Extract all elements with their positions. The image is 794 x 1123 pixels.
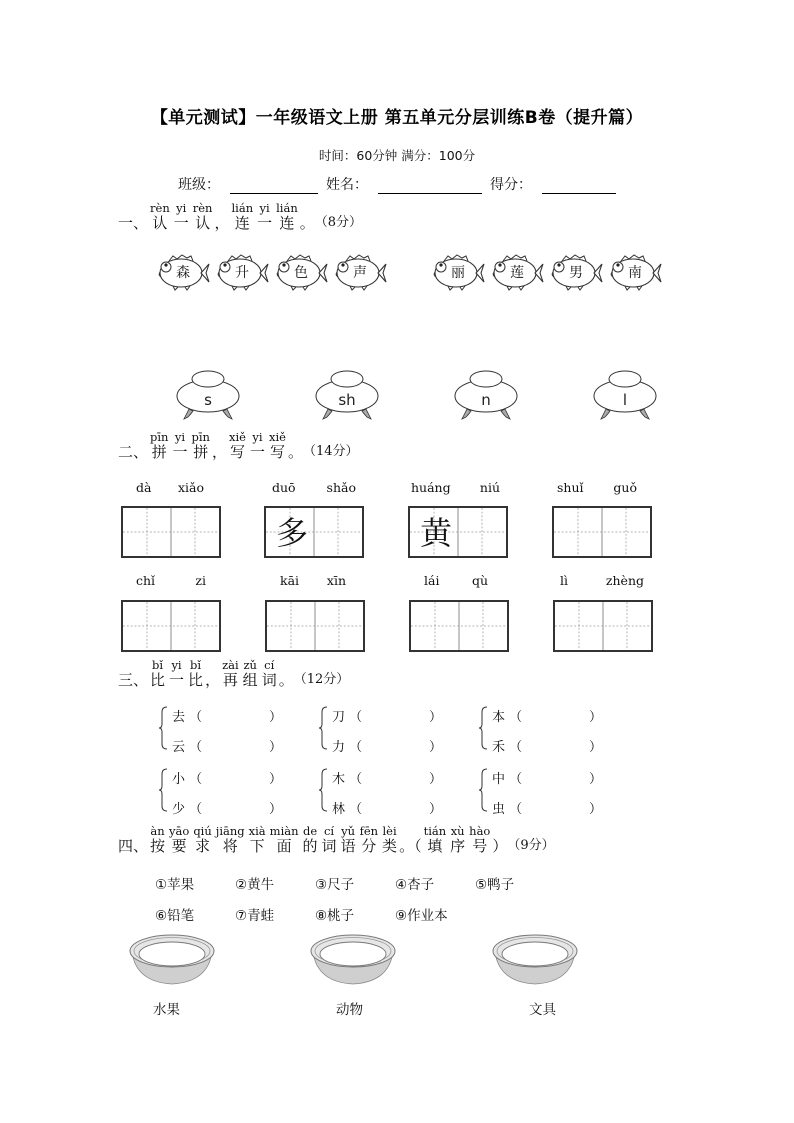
writing-grid[interactable]: 多	[264, 506, 364, 558]
name-field[interactable]	[378, 177, 482, 194]
answer-blank[interactable]: ）	[588, 740, 602, 755]
bowl-icon	[309, 932, 397, 986]
pinyin-label: lì zhèng	[560, 573, 644, 588]
fish-card[interactable]: 升	[214, 252, 270, 292]
compare-group: 中 （ ） 虫 （ ）	[478, 766, 598, 818]
word-item: ②黄牛	[235, 877, 275, 893]
answer-blank[interactable]: ）	[268, 772, 282, 787]
pot-card[interactable]: s	[175, 369, 241, 421]
writing-grid[interactable]	[552, 506, 652, 558]
answer-blank[interactable]: ）	[428, 772, 442, 787]
writing-grid[interactable]	[265, 600, 365, 652]
answer-blank[interactable]: ）	[428, 710, 442, 725]
writing-grid[interactable]: 黄	[408, 506, 508, 558]
pinyin-label: dà xiǎo	[136, 480, 204, 495]
bowl-stationery[interactable]	[491, 932, 579, 990]
writing-grid[interactable]	[409, 600, 509, 652]
pot-card[interactable]: sh	[314, 369, 380, 421]
bowl-label: 水果	[153, 1002, 180, 1018]
grid-lines	[555, 602, 651, 650]
brace-icon	[158, 768, 168, 812]
compare-group: 去 （ ） 云 （ ）	[158, 704, 278, 756]
answer-blank[interactable]: ）	[268, 710, 282, 725]
q4-number: 四、	[118, 837, 149, 855]
compare-group: 木 （ ） 林 （ ）	[318, 766, 438, 818]
word-item: ⑧桃子	[315, 908, 355, 924]
brace-icon	[318, 768, 328, 812]
bowl-icon	[128, 932, 216, 986]
exam-time-info: 时间：60分钟 满分：100分	[318, 148, 476, 163]
q1-heading: 一、 rèn 认 yi 一 rèn 认 ， lián 连 yi 一 lián 连 。 （8分）	[118, 201, 363, 232]
fish-card[interactable]: 丽	[430, 252, 486, 292]
q2-score: （14分）	[302, 444, 359, 459]
grid-lines	[554, 508, 650, 556]
word-item: ④杏子	[395, 877, 435, 893]
score-label: 得分：	[490, 177, 532, 193]
writing-grid[interactable]	[121, 506, 221, 558]
fish-card[interactable]: 声	[332, 252, 388, 292]
fish-card[interactable]: 森	[155, 252, 211, 292]
grid-lines	[411, 602, 507, 650]
answer-blank[interactable]: ）	[268, 740, 282, 755]
q3-score: （12分）	[293, 672, 350, 687]
q3-heading: 三、 bǐ 比 yi 一 bǐ 比 ， zài 再 zǔ 组 cí 词 。 （12分）	[118, 658, 350, 689]
word-item: ①苹果	[155, 877, 195, 893]
fish-card[interactable]: 南	[607, 252, 663, 292]
brace-icon	[478, 706, 488, 750]
page-title: 【单元测试】一年级语文上册 第五单元分层训练B卷（提升篇）	[150, 108, 644, 128]
word-item: ③尺子	[315, 877, 355, 893]
pinyin-label: lái qù	[424, 573, 488, 588]
q2-number: 二、	[118, 443, 149, 461]
pinyin-label: duō shǎo	[272, 480, 356, 495]
bowl-fruit[interactable]	[128, 932, 216, 990]
compare-group: 小 （ ） 少 （ ）	[158, 766, 278, 818]
class-field[interactable]	[230, 177, 318, 194]
student-info-row	[178, 174, 624, 194]
q1-score: （8分）	[314, 215, 363, 230]
pinyin-label: chǐ zi	[136, 573, 206, 588]
grid-lines	[123, 508, 219, 556]
bowl-icon	[491, 932, 579, 986]
word-item: ⑤鸭子	[475, 877, 515, 893]
grid-lines	[123, 602, 219, 650]
compare-group: 本 （ ） 禾 （ ）	[478, 704, 598, 756]
bowl-label: 文具	[529, 1002, 556, 1018]
word-item: ⑦青蛙	[235, 908, 275, 924]
class-label: 班级：	[178, 177, 220, 193]
fish-card[interactable]: 男	[548, 252, 604, 292]
fish-card[interactable]: 莲	[489, 252, 545, 292]
brace-icon	[478, 768, 488, 812]
answer-blank[interactable]: ）	[268, 802, 282, 817]
answer-blank[interactable]: ）	[588, 710, 602, 725]
bowl-animal[interactable]	[309, 932, 397, 990]
q2-heading: 二、 pīn 拼 yi 一 pīn 拼 ， xiě 写 yi 一 xiě 写 。 （14分）	[118, 430, 359, 461]
answer-blank[interactable]: ）	[428, 740, 442, 755]
pot-card[interactable]: n	[453, 369, 519, 421]
q3-number: 三、	[118, 671, 149, 689]
pinyin-label: shuǐ guǒ	[557, 480, 637, 495]
answer-blank[interactable]: ）	[588, 772, 602, 787]
pinyin-label: kāi xīn	[280, 573, 346, 588]
q4-score: （9分）	[507, 838, 555, 853]
brace-icon	[318, 706, 328, 750]
q1-number: 一、	[118, 214, 149, 232]
writing-grid[interactable]	[553, 600, 653, 652]
brace-icon	[158, 706, 168, 750]
pot-card[interactable]: l	[592, 369, 658, 421]
grid-lines	[267, 602, 363, 650]
word-item: ⑨作业本	[395, 908, 448, 924]
word-item: ⑥铅笔	[155, 908, 195, 924]
name-label: 姓名：	[326, 177, 368, 193]
answer-blank[interactable]: ）	[428, 802, 442, 817]
score-field[interactable]	[542, 177, 616, 194]
pinyin-label: huáng niú	[411, 480, 500, 495]
fish-card[interactable]: 色	[273, 252, 329, 292]
q4-heading: 四、 àn 按 yāo 要 qiú 求 jiāng 将 xià 下 miàn 面 de 的 cí 词 yǔ 语 fēn 分 lèi 类 。（ tián 填 xù 序 hào 号 ） （9分）	[118, 824, 555, 855]
bowl-label: 动物	[336, 1002, 363, 1018]
answer-blank[interactable]: ）	[588, 802, 602, 817]
writing-grid[interactable]	[121, 600, 221, 652]
compare-group: 刀 （ ） 力 （ ）	[318, 704, 438, 756]
